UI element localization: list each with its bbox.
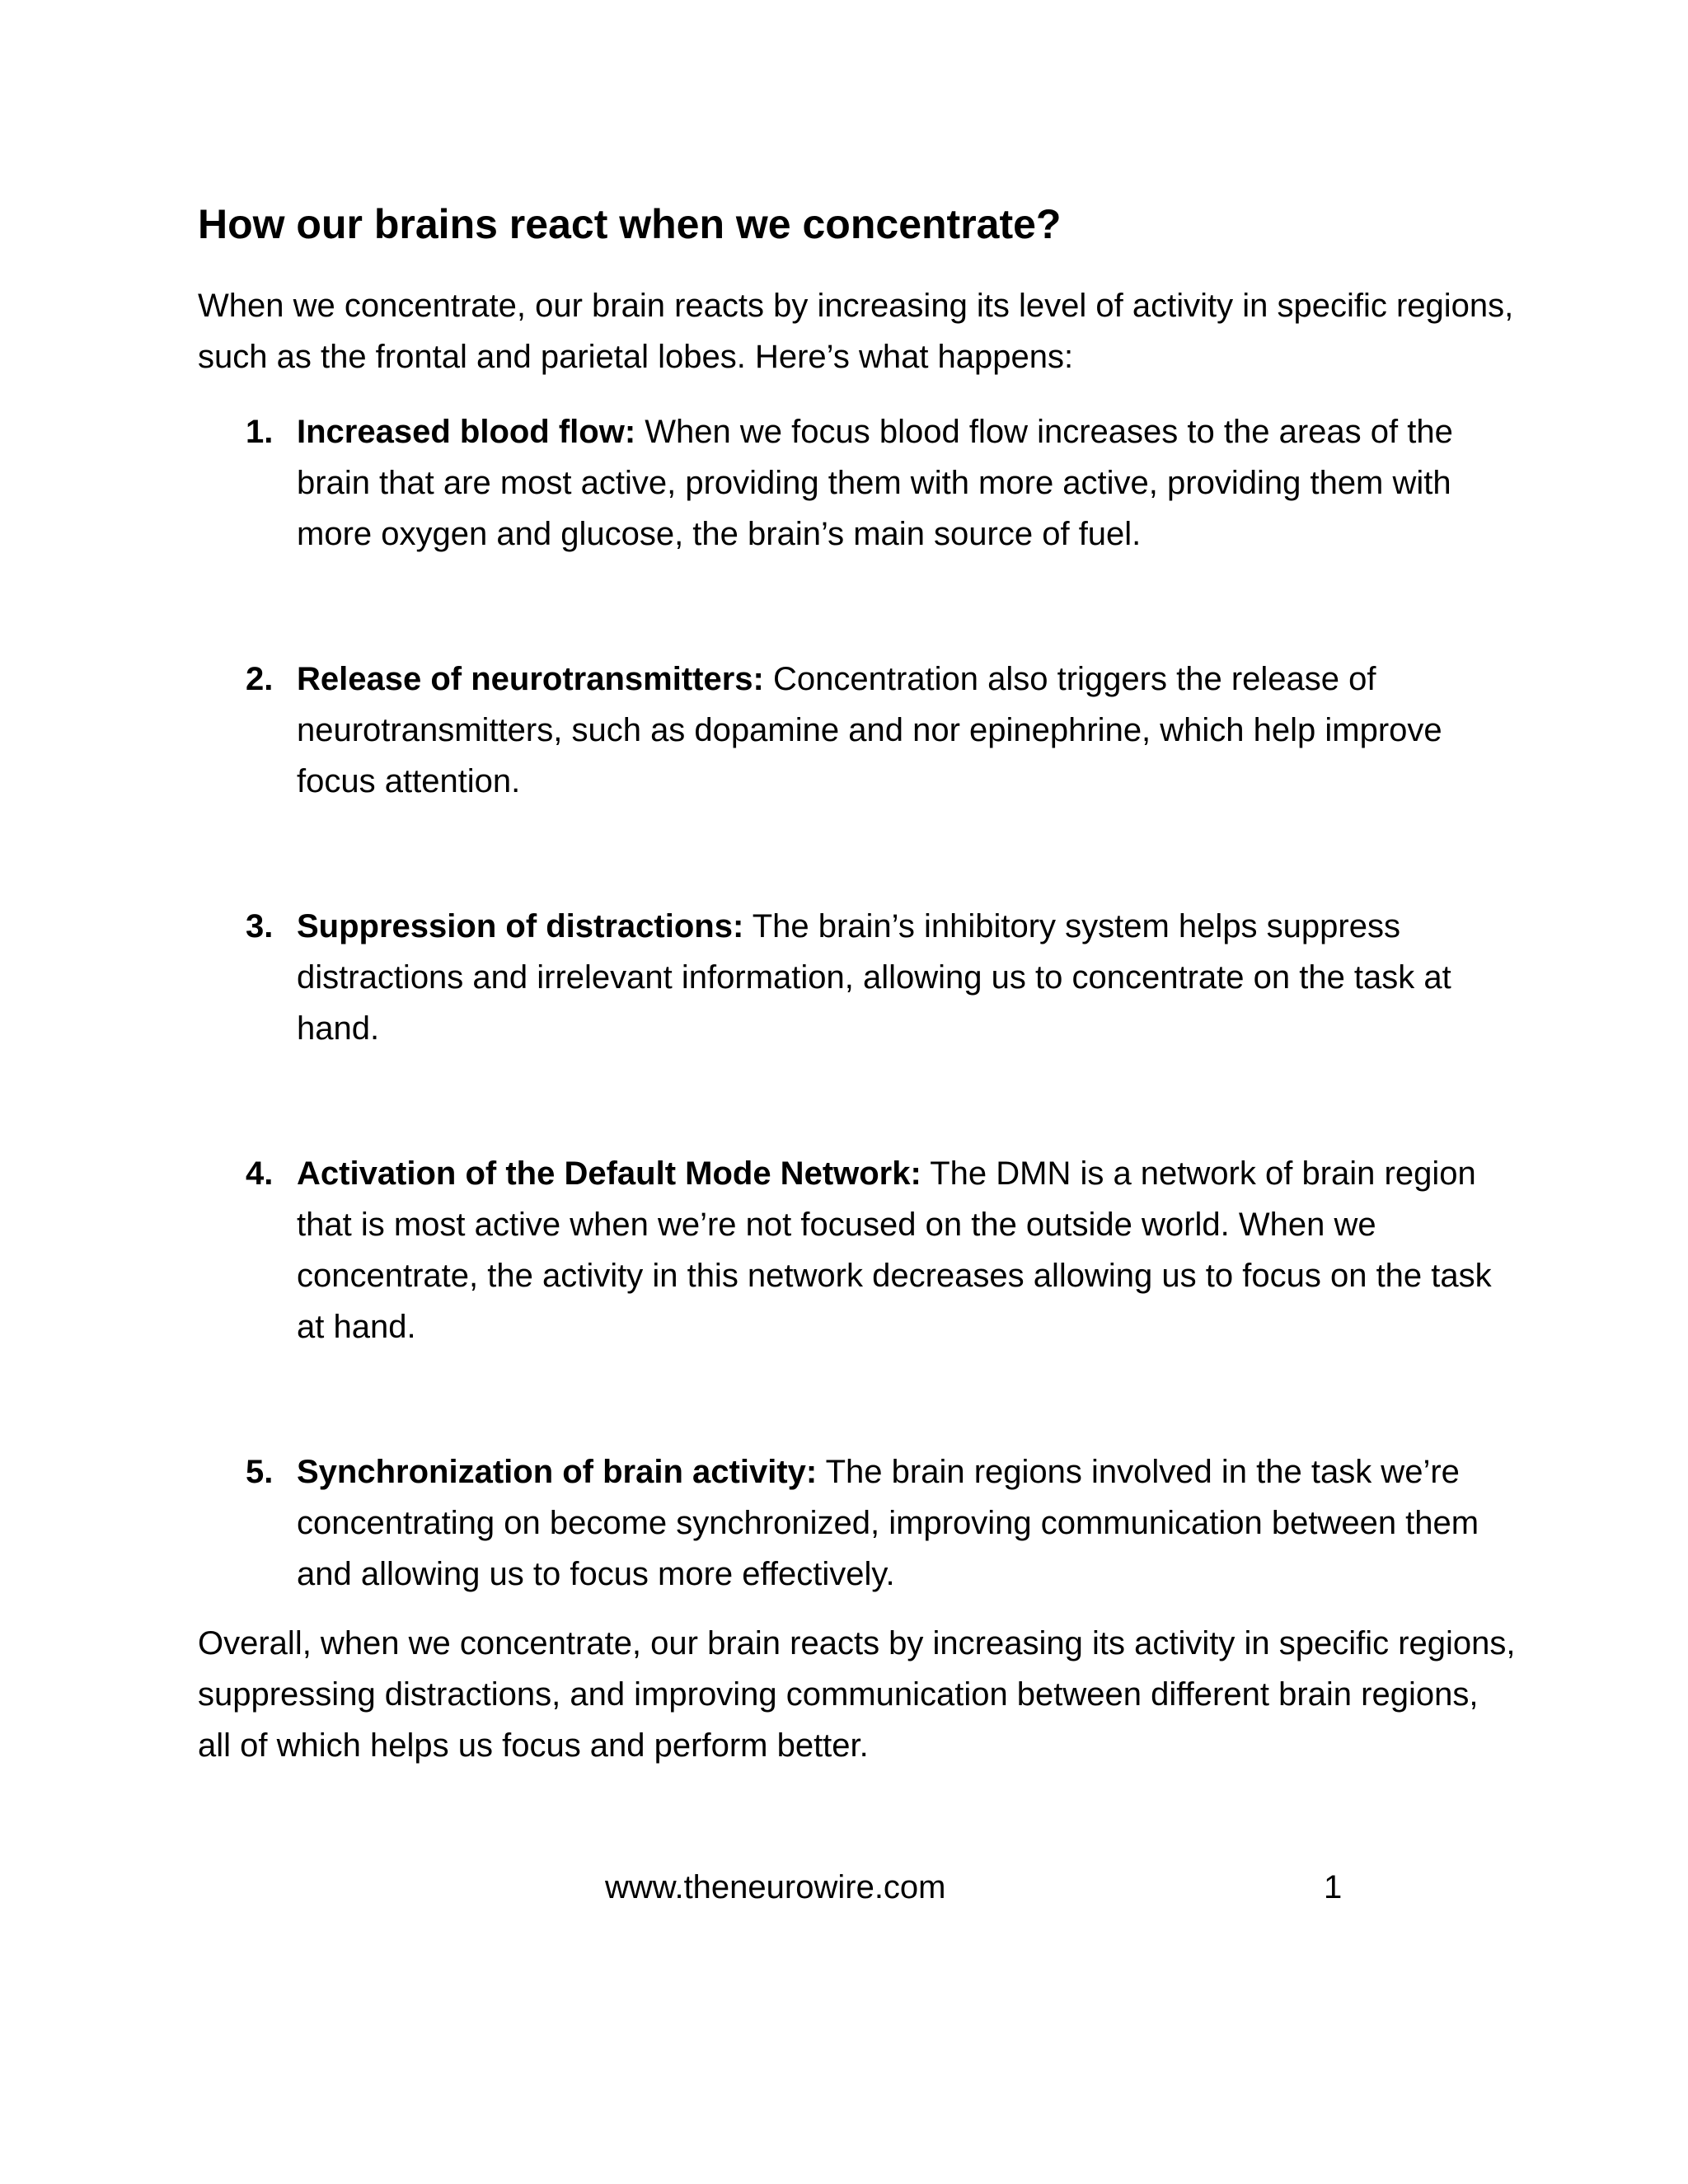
list-item-body [297, 654, 1517, 807]
list-item-text: The brain’s inhibitory system helps suppress distractions and irrelevant information, allowing us to concentrate on the task at hand. [297, 908, 1451, 1047]
list-item-heading: Activation of the Default Mode Network: [297, 1155, 921, 1192]
list-item-number: 5. [246, 1454, 274, 1490]
list-item-text: The brain regions involved in the task we’re concentrating on become synchronized, improving communication between them and allowing us to focus more effectively. [297, 1454, 1479, 1592]
list-item-text: Concentration also triggers the release of neurotransmitters, such as dopamine and nor epinephrine, which help improve focus attention. [297, 661, 1442, 799]
list-item-number: 2. [246, 661, 274, 697]
list-item-body [297, 406, 1517, 560]
list-item-2 [198, 654, 1484, 807]
footer-website-link[interactable]: www.theneurowire.com [605, 1869, 946, 1905]
footer-page-number: 1 [1324, 1869, 1343, 1905]
list-item-body [297, 1446, 1517, 1600]
list-item-heading: Suppression of distractions: [297, 908, 744, 944]
list-item-body [297, 1148, 1517, 1352]
list-item-number: 4. [246, 1155, 274, 1192]
list-item-text: The DMN is a network of brain region that is most active when we’re not focused on the outside world. When we concentrate, the activity in this network decreases allowing us to focus on the task at hand. [297, 1155, 1492, 1345]
list-item-4 [198, 1148, 1492, 1352]
list-item-body [297, 901, 1517, 1054]
list-item-number: 3. [246, 908, 274, 944]
intro-paragraph: When we concentrate, our brain reacts by increasing its level of activity in specific regions, such as the frontal and parietal lobes. Here’s what happens: [198, 288, 1514, 375]
page-title: How our brains react when we concentrate? [198, 201, 1062, 247]
conclusion-paragraph: Overall, when we concentrate, our brain reacts by increasing its activity in specific regions, suppressing distractions, and improving communication between different brain regions, all of which helps us focus and perform better. [198, 1625, 1516, 1764]
list-item-heading: Increased blood flow: [297, 414, 636, 450]
list-item-3 [198, 901, 1484, 1054]
list-item-5 [198, 1446, 1484, 1600]
list-item-1 [198, 406, 1484, 560]
list-item-heading: Release of neurotransmitters: [297, 661, 764, 697]
list-item-text: When we focus blood flow increases to the areas of the brain that are most active, providing them with more active, providing them with more oxygen and glucose, the brain’s main source of fuel. [297, 414, 1453, 552]
list-item-number: 1. [246, 414, 274, 450]
list-item-heading: Synchronization of brain activity: [297, 1454, 818, 1490]
